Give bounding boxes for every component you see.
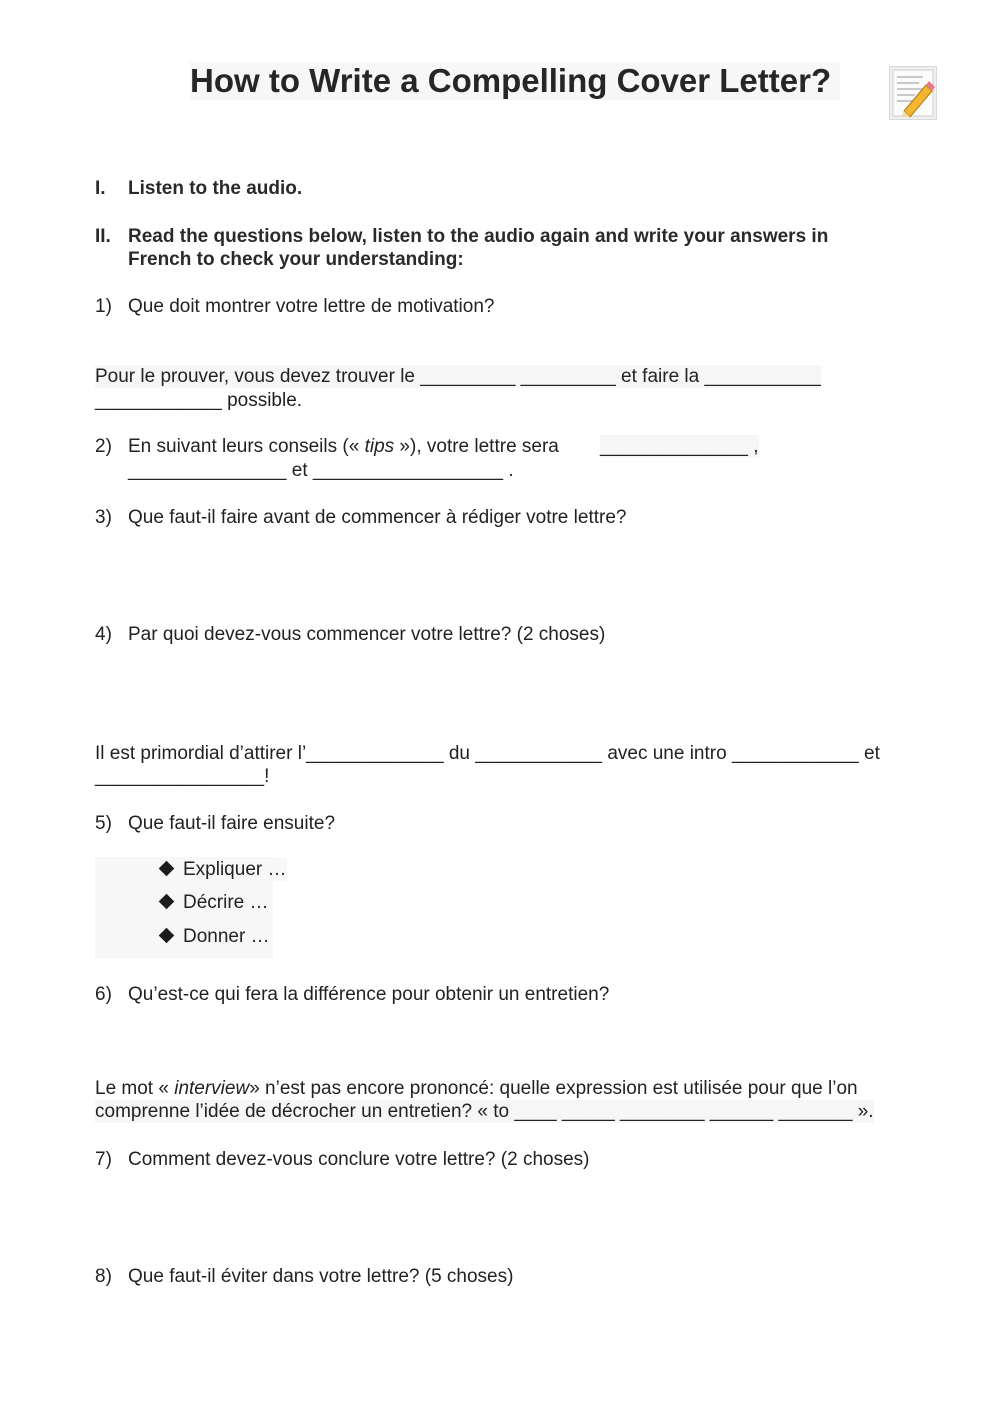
instruction-text: Read the questions below, listen to the audio again and write your answers in French to check your understanding: (128, 226, 829, 270)
list-item (158, 858, 287, 881)
list-item-text: Décrire … (183, 892, 269, 913)
fill-in-line: ________________! (95, 766, 270, 787)
answer-blank: ______________ , (600, 436, 759, 457)
question-number: 5) (95, 813, 112, 834)
list-item-text: Expliquer … (183, 859, 287, 880)
question-5 (95, 812, 895, 835)
question-3 (95, 506, 895, 529)
question-text: Comment devez-vous conclure votre lettre? (2 choses) (128, 1149, 590, 1170)
notepad-pencil-icon (889, 66, 937, 120)
instruction-2 (95, 225, 895, 271)
question-7 (95, 1148, 895, 1171)
question-number: 1) (95, 296, 112, 317)
diamond-bullet-icon (159, 894, 175, 910)
fill-in-line: Il est primordial d’attirer l’_____________ du ____________ avec une intro ____________ et (95, 743, 880, 764)
fill-in-line: comprenne l’idée de décrocher un entretien? « to ____ _____ ________ ______ _______ ». (95, 1101, 874, 1122)
instruction-number: II. (95, 226, 111, 247)
question-4 (95, 623, 895, 646)
question-text: Par quoi devez-vous commencer votre lettre? (2 choses) (128, 624, 606, 645)
instruction-1 (95, 177, 895, 200)
question-number: 3) (95, 507, 112, 528)
fill-in-line: ____________ possible. (95, 390, 303, 411)
question-text: Qu’est-ce qui fera la différence pour obtenir un entretien? (128, 984, 610, 1005)
list-item (158, 925, 270, 948)
question-8 (95, 1265, 895, 1288)
fill-in-line: Le mot « interview» n’est pas encore prononcé: quelle expression est utilisée pour que l’on (95, 1078, 858, 1099)
diamond-bullet-icon (159, 928, 175, 944)
fill-in-line: Pour le prouver, vous devez trouver le _________ _________ et faire la ___________ (95, 366, 821, 387)
question-number: 4) (95, 624, 112, 645)
question-number: 6) (95, 984, 112, 1005)
question-number: 2) (95, 436, 112, 457)
question-text: En suivant leurs conseils (« tips »), votre lettre sera (128, 436, 559, 457)
list-item-text: Donner … (183, 926, 270, 947)
list-item (158, 891, 269, 914)
question-text: Que faut-il faire ensuite? (128, 813, 336, 834)
question-text: Que faut-il faire avant de commencer à rédiger votre lettre? (128, 507, 627, 528)
diamond-bullet-icon (159, 861, 175, 877)
question-6 (95, 983, 895, 1006)
question-1 (95, 295, 895, 318)
instruction-number: I. (95, 178, 106, 199)
instruction-text: Listen to the audio. (128, 178, 303, 199)
question-2 (95, 435, 895, 458)
question-text: Que faut-il éviter dans votre lettre? (5 choses) (128, 1266, 514, 1287)
question-number: 8) (95, 1266, 112, 1287)
question-number: 7) (95, 1149, 112, 1170)
question-text: Que doit montrer votre lettre de motivation? (128, 296, 495, 317)
fill-in-line: _______________ et __________________ . (128, 460, 514, 481)
page-title: How to Write a Compelling Cover Letter? (190, 62, 840, 100)
